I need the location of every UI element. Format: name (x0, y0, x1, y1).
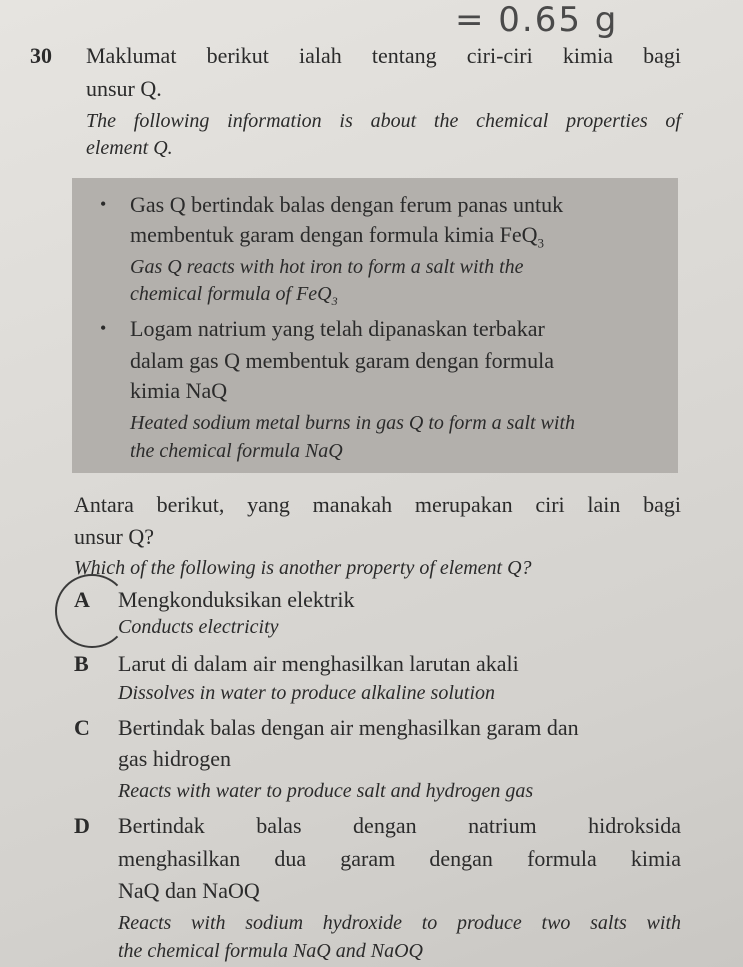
option-b-ms[interactable]: Larut di dalam air menghasilkan larutan akali (118, 651, 519, 676)
stem-en-line-2: element Q. (86, 137, 173, 159)
info-b2-ms-line-1: Logam natrium yang telah dipanaskan terbakar (130, 316, 545, 341)
question-number: 30 (30, 43, 52, 68)
stem-en-line-1: The following information is about the chemical properties of (86, 110, 681, 132)
handwritten-note: = 0.65 g (455, 0, 619, 40)
info-b2-en-line-2: the chemical formula NaQ (130, 440, 343, 462)
option-d-en-line-2[interactable]: the chemical formula NaQ and NaOQ (118, 940, 423, 962)
option-b-en[interactable]: Dissolves in water to produce alkaline solution (118, 682, 496, 704)
option-d-letter[interactable]: D (74, 813, 90, 838)
info-b1-ms-line-2: membentuk garam dengan formula kimia FeQ$_3$ (130, 222, 544, 251)
option-d-ms-line-2[interactable]: menghasilkan dua garam dengan formula kimia (118, 846, 681, 871)
option-c-en[interactable]: Reacts with water to produce salt and hydrogen gas (118, 780, 534, 802)
option-d-ms-line-1[interactable]: Bertindak balas dengan natrium hidroksida (118, 813, 681, 838)
bullet-icon: • (100, 318, 107, 338)
info-b2-ms-line-3: kimia NaQ (130, 378, 228, 403)
bullet-icon: • (100, 194, 107, 214)
prompt-en: Which of the following is another property of element Q? (74, 557, 532, 579)
option-c-letter[interactable]: C (74, 715, 90, 740)
info-b1-ms-line-1: Gas Q bertindak balas dengan ferum panas untuk (130, 192, 564, 217)
stem-ms-line-2: unsur Q. (86, 76, 162, 101)
option-b-letter[interactable]: B (74, 651, 89, 676)
option-c-ms-line-2[interactable]: gas hidrogen (118, 746, 232, 771)
prompt-ms-line-2: unsur Q? (74, 524, 155, 549)
prompt-ms-line-1: Antara berikut, yang manakah merupakan ciri lain bagi (74, 492, 681, 517)
option-a-ms[interactable]: Mengkonduksikan elektrik (118, 587, 355, 612)
option-c-ms-line-1[interactable]: Bertindak balas dengan air menghasilkan garam dan (118, 715, 579, 740)
option-d-ms-line-3[interactable]: NaQ dan NaOQ (118, 878, 260, 903)
option-a-letter[interactable]: A (74, 587, 90, 612)
option-d-en-line-1[interactable]: Reacts with sodium hydroxide to produce two salts with (118, 912, 681, 934)
info-b2-ms-line-2: dalam gas Q membentuk garam dengan formula (130, 348, 554, 373)
stem-ms-line-1: Maklumat berikut ialah tentang ciri-ciri kimia bagi (86, 43, 681, 68)
info-b2-en-line-1: Heated sodium metal burns in gas Q to form a salt with (130, 412, 576, 434)
info-b1-en-line-1: Gas Q reacts with hot iron to form a salt with the (130, 256, 524, 278)
info-b1-en-line-2: chemical formula of FeQ$_3$ (130, 283, 338, 308)
option-a-en[interactable]: Conducts electricity (118, 616, 279, 638)
